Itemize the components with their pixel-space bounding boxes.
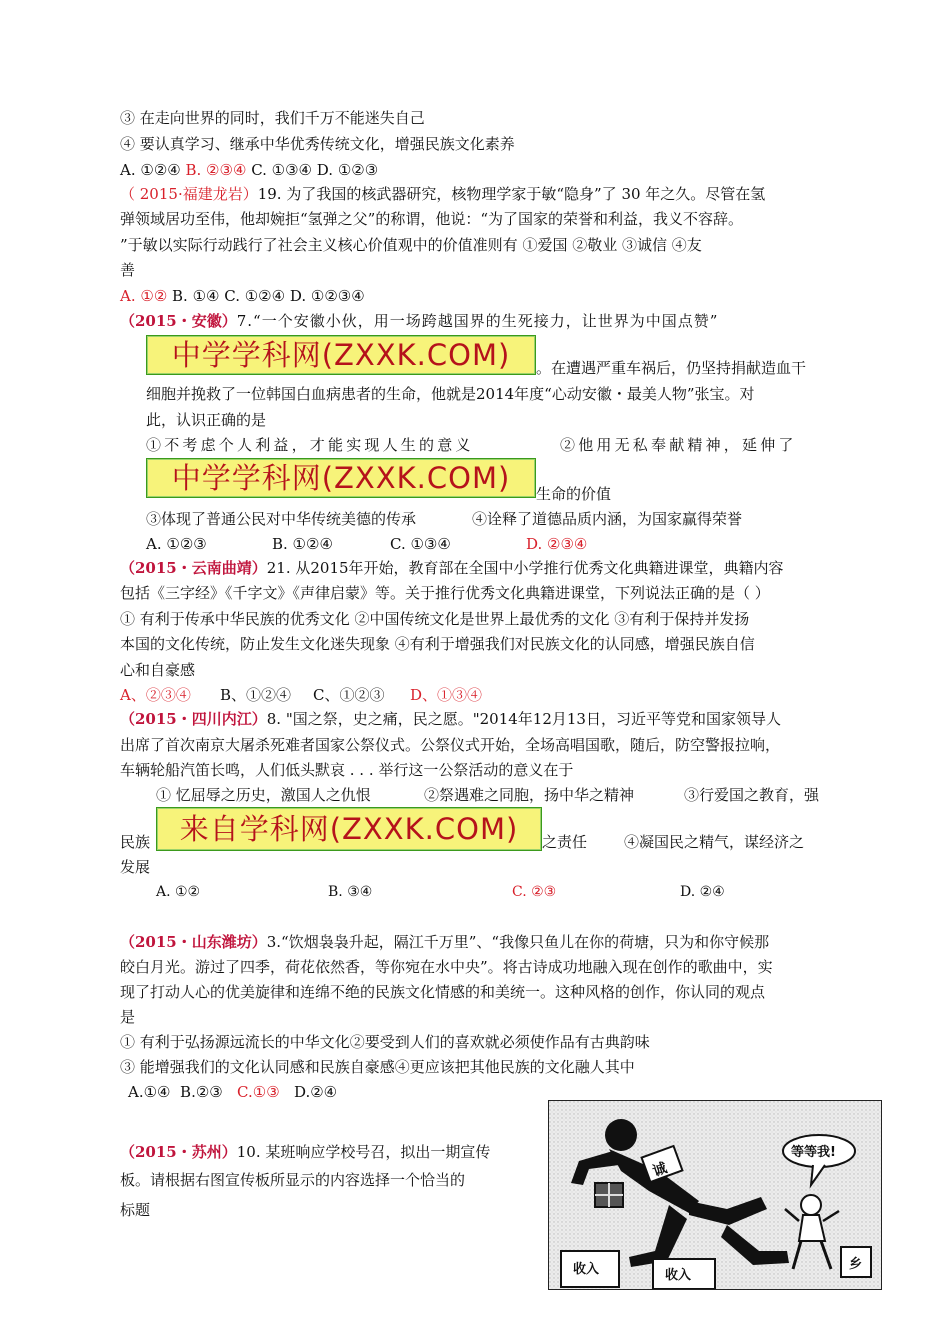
q8-option-4-cont: 发展	[120, 858, 151, 876]
q8-option-3-tail: 之责任	[542, 833, 588, 851]
q3-line-2: 皎白月光。游过了四季，荷花依然香，等你宛在水中央”。将古诗成功地融入现在创作的歌曲中，实	[120, 958, 773, 976]
income-label-2: 收入	[665, 1268, 692, 1283]
q8-source: （2015・四川内江）	[120, 710, 267, 728]
q3-option-2: ③ 能增强我们的文化认同感和民族自豪感④更应该把其他民族的文化融人其中	[120, 1058, 635, 1076]
q19-source: （ 2015·福建龙岩）	[120, 185, 258, 203]
q7-option-1: ①不考虑个人利益，才能实现人生的意义	[146, 436, 474, 454]
q21-source: （2015・云南曲靖）	[120, 559, 267, 577]
q7-line-2: 。在遭遇严重车祸后，仍坚持捐献造血干	[536, 359, 807, 377]
q21-choice-b: B、①②④	[220, 686, 292, 704]
cartoon-drawing	[549, 1101, 881, 1289]
q7-source: （2015・安徽）	[120, 312, 237, 330]
q7-line-1: （2015・安徽）7.“一个安徽小伙，用一场跨越国界的生死接力，让世界为中国点赞”	[120, 312, 719, 330]
q3-line-3: 现了打动人心的优美旋律和连绵不绝的民族文化情感的和美统一。这种风格的创作，你认同的观点	[120, 983, 766, 1001]
q8-choice-c-correct: C. ②③	[512, 884, 557, 900]
q8-line-2: 出席了首次南京大屠杀死难者国家公祭仪式。公祭仪式开始，全场高唱国歌，随后，防空警报拉响，	[120, 736, 781, 754]
q8-option-1: ① 忆屈辱之历史，激国人之仇恨	[156, 786, 371, 804]
q21-choice-d-correct: D、①③④	[410, 686, 483, 704]
watermark-banner-1: 中学学科网(ZXXK.COM)	[146, 335, 536, 375]
q3-choice-c-correct: C.①③	[237, 1083, 280, 1101]
choice-d: D. ①②③	[316, 161, 379, 179]
speech-text: 等等我!	[791, 1145, 836, 1160]
q3-line-1: （2015・山东潍坊）3.“饮烟袅袅升起，隔江千万里”、“我像只鱼儿在你的荷塘，只为和你守候那	[120, 933, 770, 951]
q3-choice-a: A.①④	[128, 1083, 171, 1101]
q10-line-3: 标题	[120, 1201, 151, 1219]
cartoon-illustration	[548, 1100, 882, 1290]
income-label-1: 收入	[573, 1262, 600, 1277]
q7-choice-b: B. ①②④	[272, 535, 333, 553]
q7-option-4: ④诠释了道德品质内涵，为国家赢得荣誉	[472, 510, 743, 528]
option-line-4: ④ 要认真学习、继承中华优秀传统文化，增强民族文化素养	[120, 135, 515, 153]
q21-line-5: 心和自豪感	[120, 661, 196, 679]
q3-line-4: 是	[120, 1008, 136, 1026]
choice-a: A. ①②④	[120, 161, 181, 179]
q3-choice-d: D.②④	[293, 1083, 338, 1101]
answer-row	[120, 158, 378, 182]
q21-line-3: ① 有利于传承中华民族的优秀文化 ②中国传统文化是世界上最优秀的文化 ③有利于保持并发扬	[120, 610, 750, 628]
q19-line-2: 弹领域居功至伟，他却婉拒“氢弹之父”的称谓，他说：“为了国家的荣誉和利益，我义不容辞。	[120, 210, 744, 228]
q7-choice-a: A. ①②③	[146, 535, 207, 553]
q21-line-4: 本国的文化传统，防止发生文化迷失现象 ④有利于增强我们对民族文化的认同感，增强民族自信	[120, 635, 755, 653]
q7-line-3: 细胞并挽救了一位韩国白血病患者的生命，他就是2014年度“心动安徽・最美人物”张宝。对	[146, 385, 755, 403]
q8-line-1: （2015・四川内江）8. "国之祭，史之痛，民之愿。"2014年12月13日，习近平等党和国家领导人	[120, 710, 781, 728]
q19-line-1: （ 2015·福建龙岩）19. 为了我国的核武器研究，核物理学家于敏“隐身”了 30 年之久。尽管在氢	[120, 185, 766, 203]
q8-choice-d: D. ②④	[680, 884, 725, 900]
q10-line-2: 板。请根据右图宣传板所显示的内容选择一个恰当的	[120, 1171, 466, 1189]
q3-answers	[128, 1080, 337, 1104]
choice-b-correct: B. ②③④	[185, 161, 247, 179]
q10-source: （2015・苏州）	[120, 1143, 237, 1161]
q7-option-2-cont: 生命的价值	[536, 485, 612, 503]
q8-option-3: ③行爱国之教育，强	[684, 786, 820, 804]
q8-option-4: ④凝国民之精气，谋经济之	[624, 833, 805, 851]
q19-choice-a-correct: A. ①②	[120, 287, 168, 305]
q3-choice-b: B.②③	[180, 1083, 223, 1101]
q21-choice-c: C、①②③	[313, 686, 385, 704]
q8-choice-b: B. ③④	[328, 884, 373, 900]
q8-option-3-lead: 民族	[120, 833, 151, 851]
q7-option-3: ③体现了普通公民对中华传统美德的传承	[146, 510, 417, 528]
watermark-banner-2: 中学学科网(ZXXK.COM)	[146, 458, 536, 498]
q8-line-3: 车辆轮船汽笛长鸣，人们低头默哀 . . . 举行这一公祭活动的意义在于	[120, 761, 574, 779]
option-line-3: ③ 在走向世界的同时，我们千万不能迷失自己	[120, 109, 425, 127]
watermark-banner-3: 来自学科网(ZXXK.COM)	[156, 807, 542, 851]
q8-choice-a: A. ①②	[156, 884, 201, 900]
q21-line-1: （2015・云南曲靖）21. 从2015年开始，教育部在全国中小学推行优秀文化典籍进课堂，典籍内容	[120, 559, 784, 577]
q19-line-4: 善	[120, 261, 136, 279]
q10-line-1: （2015・苏州）10. 某班响应学校号召，拟出一期宣传	[120, 1143, 491, 1161]
q7-choice-c: C. ①③④	[390, 535, 451, 553]
q7-option-2: ②他用无私奉献精神，延伸了	[560, 436, 797, 454]
bag-label: 诚	[650, 1160, 670, 1180]
choice-c: C. ①③④	[251, 161, 313, 179]
village-label: 乡	[849, 1257, 863, 1272]
q19-line-3: ”于敏以实际行动践行了社会主义核心价值观中的价值准则有 ①爱国 ②敬业 ③诚信 ④友	[120, 236, 702, 254]
q3-option-1: ① 有利于弘扬源远流长的中华文化②要受到人们的喜欢就必须使作品有古典韵味	[120, 1033, 650, 1051]
q8-option-2: ②祭遇难之同胞，扬中华之精神	[424, 786, 635, 804]
q7-line-4: 此，认识正确的是	[146, 411, 267, 429]
q19-answers: A. ①② B. ①④ C. ①②④ D. ①②③④	[120, 287, 365, 305]
q3-source: （2015・山东潍坊）	[120, 933, 267, 951]
q21-line-2: 包括《三字经》《千字文》《声律启蒙》等。关于推行优秀文化典籍进课堂，下列说法正确的是（ ）	[120, 584, 770, 602]
q21-choice-a: A、②③④	[120, 686, 191, 704]
q7-choice-d-correct: D. ②③④	[526, 535, 588, 553]
